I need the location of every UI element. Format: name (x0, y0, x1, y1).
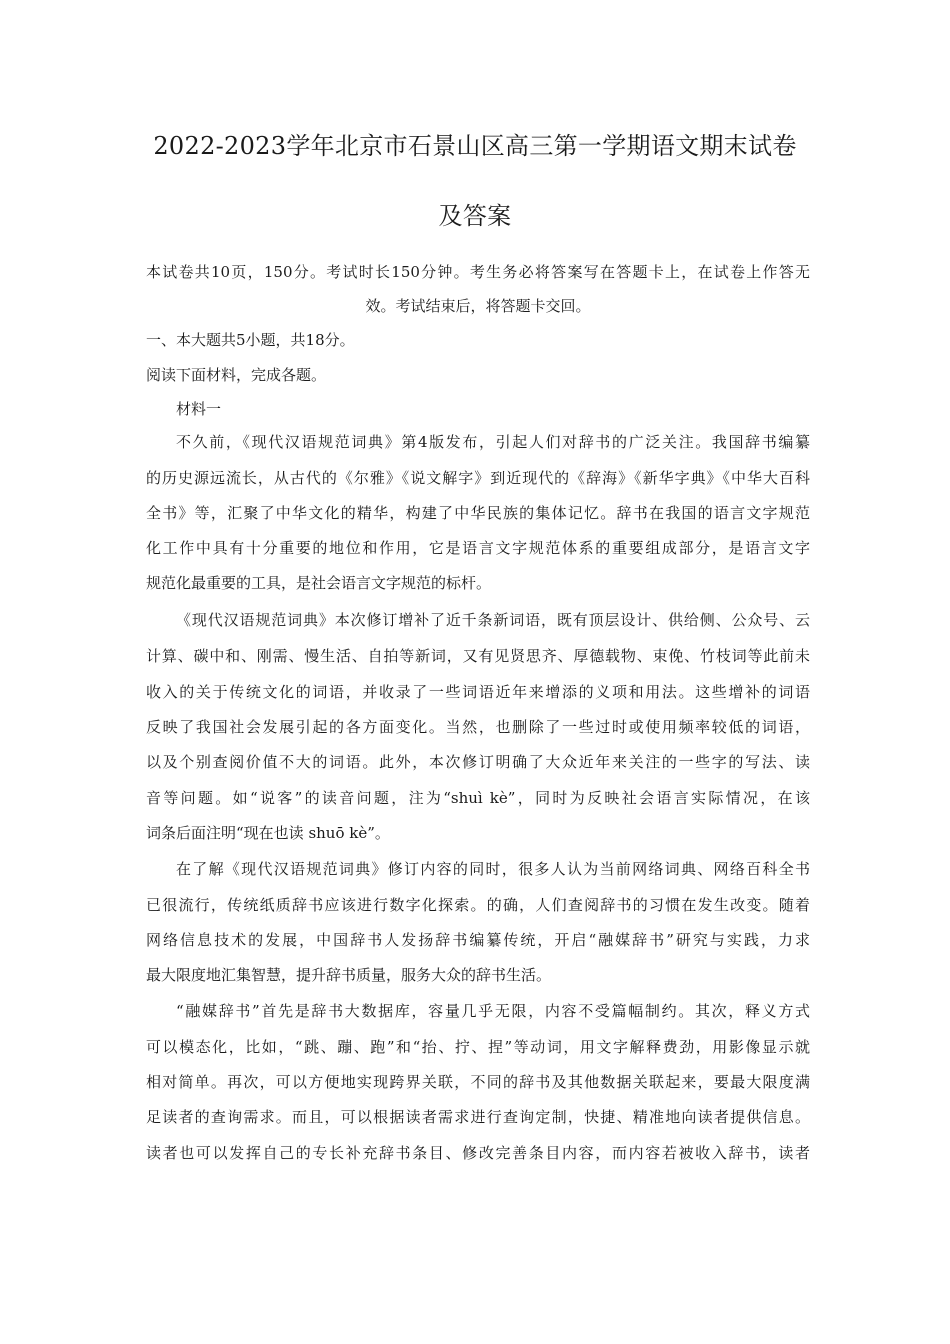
exam-notice-line-2: 效。考试结束后，将答题卡交回。 (365, 297, 591, 315)
paragraph-line: 最大限度地汇集智慧，提升辞书质量，服务大众的辞书生活。 (146, 966, 552, 984)
exam-notice-line-1: 本试卷共10页，150分。考试时长150分钟。考生务必将答案写在答题卡上，在试卷上作答无 (146, 263, 810, 281)
exam-title-line-2: 及答案 (438, 202, 512, 230)
paragraph-line: 化工作中具有十分重要的地位和作用，它是语言文字规范体系的重要组成部分，是语言文字 (146, 539, 810, 557)
paragraph-line: 《现代汉语规范词典》本次修订增补了近千条新词语，既有顶层设计、供给侧、公众号、云 (176, 611, 810, 629)
paragraph-line: 足读者的查询需求。而且，可以根据读者需求进行查询定制，快捷、精准地向读者提供信息。 (146, 1108, 810, 1126)
paragraph-line: 收入的关于传统文化的词语，并收录了一些词语近年来增添的义项和用法。这些增补的词语 (146, 683, 810, 701)
paragraph-line: 音等问题。如“说客”的读音问题，注为“shuì kè”，同时为反映社会语言实际情况，在该 (146, 789, 810, 807)
paragraph-line: 网络信息技术的发展，中国辞书人发扬辞书编纂传统，开启“融媒辞书”研究与实践，力求 (146, 931, 810, 949)
paragraph-line: 相对简单。再次，可以方便地实现跨界关联，不同的辞书及其他数据关联起来，要最大限度满 (146, 1073, 810, 1091)
paragraph-line: 规范化最重要的工具，是社会语言文字规范的标杆。 (146, 574, 492, 592)
paragraph-line: “融媒辞书”首先是辞书大数据库，容量几乎无限，内容不受篇幅制约。其次，释义方式 (176, 1002, 810, 1020)
paragraph-line: 词条后面注明“现在也读 shuō kè”。 (146, 824, 390, 842)
section-heading: 一、本大题共5小题，共18分。 (146, 331, 355, 349)
paragraph-line: 计算、碳中和、刚需、慢生活、自拍等新词，又有见贤思齐、厚德载物、束俛、竹枝词等此前未 (146, 647, 810, 665)
exam-title-line-1: 2022-2023学年北京市石景山区高三第一学期语文期末试卷 (153, 132, 797, 160)
paragraph-line: 在了解《现代汉语规范词典》修订内容的同时，很多人认为当前网络词典、网络百科全书 (176, 860, 810, 878)
material-label: 材料一 (176, 400, 222, 418)
paragraph-line: 不久前，《现代汉语规范词典》第4版发布，引起人们对辞书的广泛关注。我国辞书编纂 (176, 433, 810, 451)
paragraph-line: 以及个别查阅价值不大的词语。此外，本次修订明确了大众近年来关注的一些字的写法、读 (146, 753, 810, 771)
section-instruction: 阅读下面材料，完成各题。 (146, 366, 327, 384)
paragraph-line: 读者也可以发挥自己的专长补充辞书条目、修改完善条目内容，而内容若被收入辞书，读者 (146, 1144, 810, 1162)
paragraph-line: 可以模态化，比如，“跳、蹦、跑”和“抬、拧、捏”等动词，用文字解释费劲，用影像显示就 (146, 1038, 810, 1056)
paragraph-line: 的历史源远流长，从古代的《尔雅》《说文解字》到近现代的《辞海》《新华字典》《中华大百科 (146, 469, 810, 487)
paragraph-line: 已很流行，传统纸质辞书应该进行数字化探索。的确，人们查阅辞书的习惯在发生改变。随着 (146, 896, 810, 914)
paragraph-line: 全书》等，汇聚了中华文化的精华，构建了中华民族的集体记忆。辞书在我国的语言文字规范 (146, 504, 810, 522)
paragraph-line: 反映了我国社会发展引起的各方面变化。当然，也删除了一些过时或使用频率较低的词语， (146, 718, 810, 736)
